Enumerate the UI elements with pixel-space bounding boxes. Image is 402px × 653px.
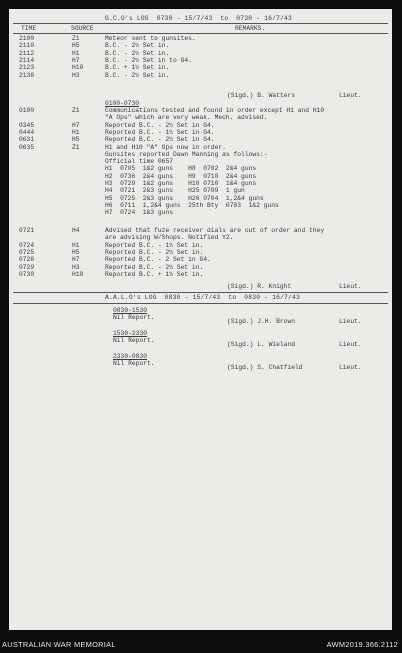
col-header-remarks: REMARKS. [235,25,266,32]
log-row [9,144,392,151]
log-remark: B.C. - 2½ Set in to G4. [105,56,192,64]
log-source: Z1 [72,143,80,151]
log-remark: B.C. - 2½ Set in. [105,49,170,57]
log-remark: Gunsites reported Dawn Manning as follows:- [105,150,268,158]
manning-text: H4 0721 2&3 guns H25 0709 1 gun [105,187,245,195]
manning-line [9,202,392,209]
log-remark: Reported B.C. - 2½ Set in G4. [105,136,215,144]
log-row [9,249,392,256]
manning-line [9,209,392,216]
manning-line [9,195,392,202]
log-row [9,136,392,143]
aalo-report: Nil Report. [113,360,155,368]
log-source: H7 [72,56,80,64]
log-time: 2112 [19,49,35,57]
aalo-rank: Lieut. [339,318,362,325]
log-remark: are advising W/Shops. Notified Y2. [105,234,234,242]
manning-text: H7 0724 1&3 guns [105,209,174,217]
manning-text: H6 0711 1,2&4 guns 25th Bty 0703 1&2 guns [105,201,279,209]
document-page [9,9,392,630]
log-source: H5 [72,42,80,50]
aalo-header-rule [13,303,388,304]
aalo-report: Nil Report. [113,314,155,322]
log-source: H3 [72,263,80,271]
footer-accession: AWM2019.366.2112 [326,640,398,649]
log-row [9,264,392,271]
aalo-signature: (Sigd.) S. Chatfield [227,364,303,371]
aalo-top-rule [13,292,388,293]
log-row [9,42,392,49]
manning-text: H1 0705 1&2 guns H8 0702 2&4 guns [105,165,257,173]
aalo-period: 2330-0830 [113,353,148,360]
log-remark: Reported B.C. - 2½ Set in. [105,263,204,271]
manning-line [9,165,392,172]
log-time: 0728 [19,256,35,264]
log-remark: Advised that fuze receiver dials are out of order and they [105,227,325,234]
log-remark: H1 and H10 "A" Ops now in order. [105,143,226,151]
log-time: 0729 [19,263,35,271]
log-time: 2100 [19,35,35,42]
aalo-rank: Lieut. [339,341,362,348]
log-remark: Reported B.C. - 2 Set in G4. [105,256,211,264]
log-remark: Reported B.C. - 1½ Set in. [105,241,204,249]
log-row [9,256,392,263]
log-row [9,227,392,234]
log-time: 0725 [19,248,35,256]
rank-a: Lieut. [339,92,362,99]
manning-line [9,187,392,194]
log-remark: Communications tested and found in order except H1 and H10 [105,107,325,114]
log-row [9,114,392,121]
manning-line [9,173,392,180]
log-time: 0730 [19,270,35,278]
log-row [9,271,392,278]
log-row [9,50,392,57]
log-source: H5 [72,248,80,256]
log-source: H1 [72,49,80,57]
aalo-period: 1530-2330 [113,330,148,337]
log-row [9,107,392,114]
log-time: 0724 [19,241,35,249]
footer-institution: AUSTRALIAN WAR MEMORIAL [2,640,116,649]
log-source: H1 [72,241,80,249]
log-source: H10 [72,270,84,278]
log-source: H7 [72,256,80,264]
log-remark: B.C. + 1½ Set in. [105,64,170,72]
aalo-signature: (Sigd.) L. Wieland [227,341,296,348]
manning-text: H3 0729 1&2 guns H10 0710 1&4 guns [105,179,257,187]
log-source: H4 [72,227,80,234]
log-source: H10 [72,64,84,72]
log-source: H7 [72,121,80,129]
log-row [9,151,392,158]
log-title: G.C.O's LOG 0730 - 15/7/43 to 0730 - 16/7/43 [105,15,293,22]
log-row [9,57,392,64]
log-source: H5 [72,136,80,144]
aalo-title: A.A.L.O's LOG 0830 - 15/7/43 to 0830 - 16/7/43 [105,294,300,301]
log-remark: Reported B.C. - 1½ Set in G4. [105,128,215,136]
log-row [9,122,392,129]
log-remark: Meteor sent to gunsites. [105,35,196,42]
log-remark: B.C. - 2½ Set in. [105,71,170,79]
col-header-source: SOURCE [71,25,94,32]
log-row [9,35,392,42]
log-time: 2110 [19,42,35,50]
log-remark: Reported B.C. - 2½ Set in G4. [105,121,215,129]
log-source: Z1 [72,35,80,42]
log-row [9,64,392,71]
log-remark: B.C. - 2½ Set in. [105,42,170,50]
log-time: 0721 [19,227,35,234]
log-source: H1 [72,128,80,136]
log-source: Z1 [72,107,80,114]
aalo-signature: (Sigd.) J.H. Brown [227,318,296,325]
header-rule [13,33,388,34]
log-remark: Reported B.C. + 1½ Set in. [105,270,204,278]
log-time: 2114 [19,56,35,64]
manning-text: H2 0736 2&4 guns H9 0710 2&4 guns [105,172,257,180]
signature-a: (Sigd.) B. Watters [227,92,296,99]
log-time: 0345 [19,121,35,129]
log-row [9,242,392,249]
log-remark: Reported B.C. - 2½ Set in. [105,248,204,256]
rank-b: Lieut. [339,283,362,290]
aalo-rank: Lieut. [339,364,362,371]
aalo-period: 0830-1530 [113,307,148,314]
log-row [9,158,392,165]
log-row [9,72,392,79]
manning-line [9,180,392,187]
log-time: 2138 [19,71,35,79]
log-time: 0100 [19,107,35,114]
section-heading-0100: 0100-0730 [105,100,140,107]
log-remark: "A Ops" which are very weak. Mech. advised. [105,114,268,122]
log-time: 0444 [19,128,35,136]
manning-text: H5 0725 2&3 guns H26 0704 1,2&4 guns [105,194,264,202]
aalo-report: Nil Report. [113,337,155,345]
signature-b: (Sigd.) R. Knight [227,283,292,290]
log-source: H3 [72,71,80,79]
log-time: 0631 [19,136,35,144]
log-time: 0635 [19,143,35,151]
log-remark: Official time 0657 [105,158,174,166]
log-time: 2123 [19,64,35,72]
log-row [9,234,392,241]
col-header-time: TIME [21,25,37,32]
top-rule [13,23,388,24]
